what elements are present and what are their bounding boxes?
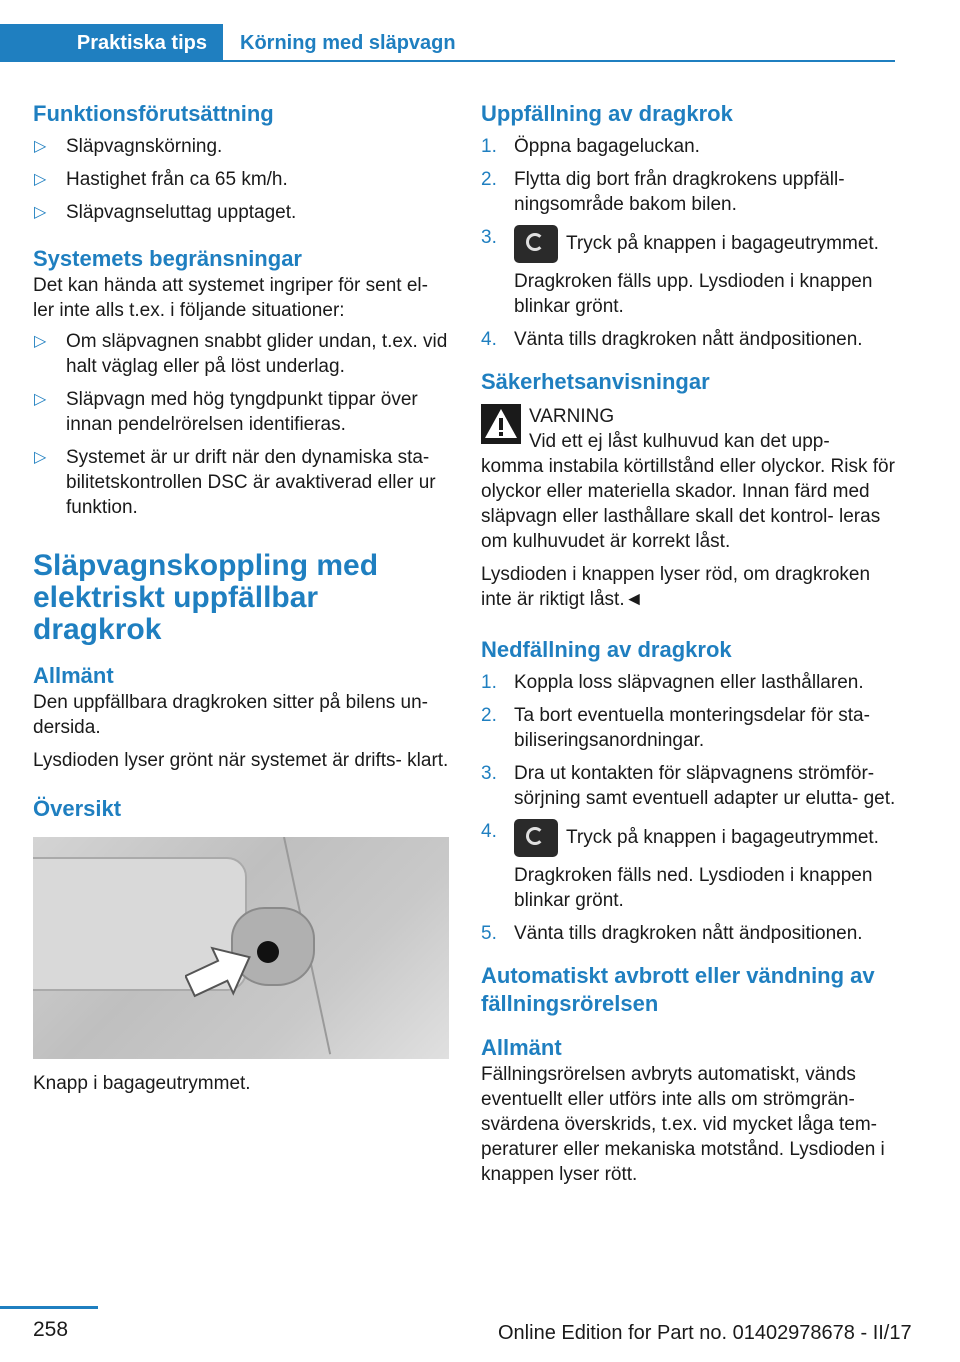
tab-korning-med-slapvagn[interactable]: Körning med släpvagn xyxy=(240,31,456,54)
limits-intro: Det kan hända att systemet ingriper för sent el‐ ler inte alls t.ex. i följande situationer: xyxy=(33,275,428,321)
triangle-bullet-icon: ▷ xyxy=(34,138,47,155)
step-item: 1. Koppla loss släpvagnen eller lasthållaren. xyxy=(481,672,864,693)
general-heading: Allmänt xyxy=(33,663,114,688)
warning-label: VARNING xyxy=(529,406,615,427)
tab-underline xyxy=(223,60,895,62)
photo-caption: Knapp i bagageutrymmet. xyxy=(33,1073,251,1094)
step-item: 5. Vänta tills dragkroken nått ändpositionen. xyxy=(481,923,863,944)
trunk-hitch-button-icon xyxy=(514,819,558,857)
tab-praktiska-tips[interactable]: Praktiska tips xyxy=(0,24,223,62)
trunk-button-photo xyxy=(33,837,449,1059)
triangle-bullet-icon: ▷ xyxy=(34,171,47,188)
triangle-bullet-icon: ▷ xyxy=(34,449,47,466)
fold-down-steps xyxy=(481,670,897,946)
triangle-bullet-icon: ▷ xyxy=(34,391,47,408)
edition-label: Online Edition for Part no. 01402978678 - II/17 xyxy=(498,1322,912,1344)
warning-block xyxy=(481,404,897,612)
triangle-bullet-icon: ▷ xyxy=(34,204,47,221)
fold-up-steps xyxy=(481,134,897,352)
section-title: Släpvagnskoppling med elektriskt uppfällbar dragkrok xyxy=(33,549,379,646)
requirements-heading: Funktionsförutsättning xyxy=(33,101,274,126)
general-paragraph-2: Lysdioden lyser grönt när systemet är drifts‐ klart. xyxy=(33,750,449,771)
overview-heading: Översikt xyxy=(33,796,122,821)
step-item: 2. Ta bort eventuella monteringsdelar för sta‐ biliseringsanordningar. xyxy=(481,705,870,751)
warning-triangle-icon xyxy=(481,404,521,444)
warning-text-2: Lysdioden i knappen lyser röd, om dragkroken inte är riktigt låst.◄ xyxy=(481,564,871,610)
right-column xyxy=(481,100,897,1187)
step-item: 4. Vänta tills dragkroken nått ändpositionen. xyxy=(481,329,863,350)
step-item: 2. Flytta dig bort från dragkrokens uppfäll‐ ningsområde bakom bilen. xyxy=(481,169,845,215)
list-item: ▷ Släpvagnseluttag upptaget. xyxy=(34,202,297,223)
list-item: ▷ Släpvagnskörning. xyxy=(34,136,223,157)
safety-heading: Säkerhetsanvisningar xyxy=(481,369,710,394)
trunk-hitch-button-icon xyxy=(514,225,558,263)
step-detail: Dragkroken fälls ned. Lysdioden i knappen blinkar grönt. xyxy=(514,865,873,911)
step-item: 4. Tryck på knappen i bagageutrymmet. Dragkroken fälls ned. Lysdioden i knappen blinkar grönt. xyxy=(481,819,897,913)
warning-text: Vid ett ej låst kulhuvud kan det upp‐ komma instabila körtillstånd eller olyckor. Risk för olyckor eller materiella skador. Innan färd med släpvagn eller lasthållare skall det kontrol‐ leras om kulhuvudet är korrekt låst. xyxy=(481,431,895,552)
step-item: 3. Dra ut kontakten för släpvagnens strömför‐ sörjning samt eventuell adapter ur elutta‐ get. xyxy=(481,763,896,809)
left-column xyxy=(33,100,449,1096)
auto-text: Fällningsrörelsen avbryts automatiskt, vänds eventuellt eller utförs inte alls om strömgrän‐ svärdena överskrids, t.ex. vid mycket låga tem‐ peraturer eller mekaniska motstånd. Lysdioden i knappen lyser rött. xyxy=(481,1064,885,1185)
pointer-arrow-icon xyxy=(185,945,255,1005)
list-item: ▷ Släpvagn med hög tyngdpunkt tippar över innan pendelrörelsen identifieras. xyxy=(34,389,418,435)
limits-heading: Systemets begränsningar xyxy=(33,246,302,271)
triangle-bullet-icon: ▷ xyxy=(34,333,47,350)
auto-general-heading: Allmänt xyxy=(481,1035,562,1060)
list-item: ▷ Om släpvagnen snabbt glider undan, t.ex. vid halt väglag eller på löst underlag. xyxy=(34,331,448,377)
step-item: 1. Öppna bagageluckan. xyxy=(481,136,700,157)
general-paragraph-1: Den uppfällbara dragkroken sitter på bilens un‐ dersida. xyxy=(33,692,429,738)
fold-up-heading: Uppfällning av dragkrok xyxy=(481,101,733,126)
step-item: 3. Tryck på knappen i bagageutrymmet. Dragkroken fälls upp. Lysdioden i knappen blinkar grönt. xyxy=(481,225,897,319)
list-item: ▷ Systemet är ur drift när den dynamiska sta‐ bilitetskontrollen DSC är avaktiverad eller ur funktion. xyxy=(34,447,436,518)
limits-list xyxy=(33,329,449,520)
header-tabbar xyxy=(0,24,895,62)
page-number: 258 xyxy=(33,1318,69,1341)
fold-down-heading: Nedfällning av dragkrok xyxy=(481,637,732,662)
requirements-list xyxy=(33,134,449,225)
list-item: ▷ Hastighet från ca 65 km/h. xyxy=(34,169,288,190)
footer-rule xyxy=(0,1306,98,1309)
auto-stop-heading: Automatiskt avbrott eller vändning av fällningsrörelsen xyxy=(481,963,875,1016)
step-detail: Dragkroken fälls upp. Lysdioden i knappen blinkar grönt. xyxy=(514,271,873,317)
